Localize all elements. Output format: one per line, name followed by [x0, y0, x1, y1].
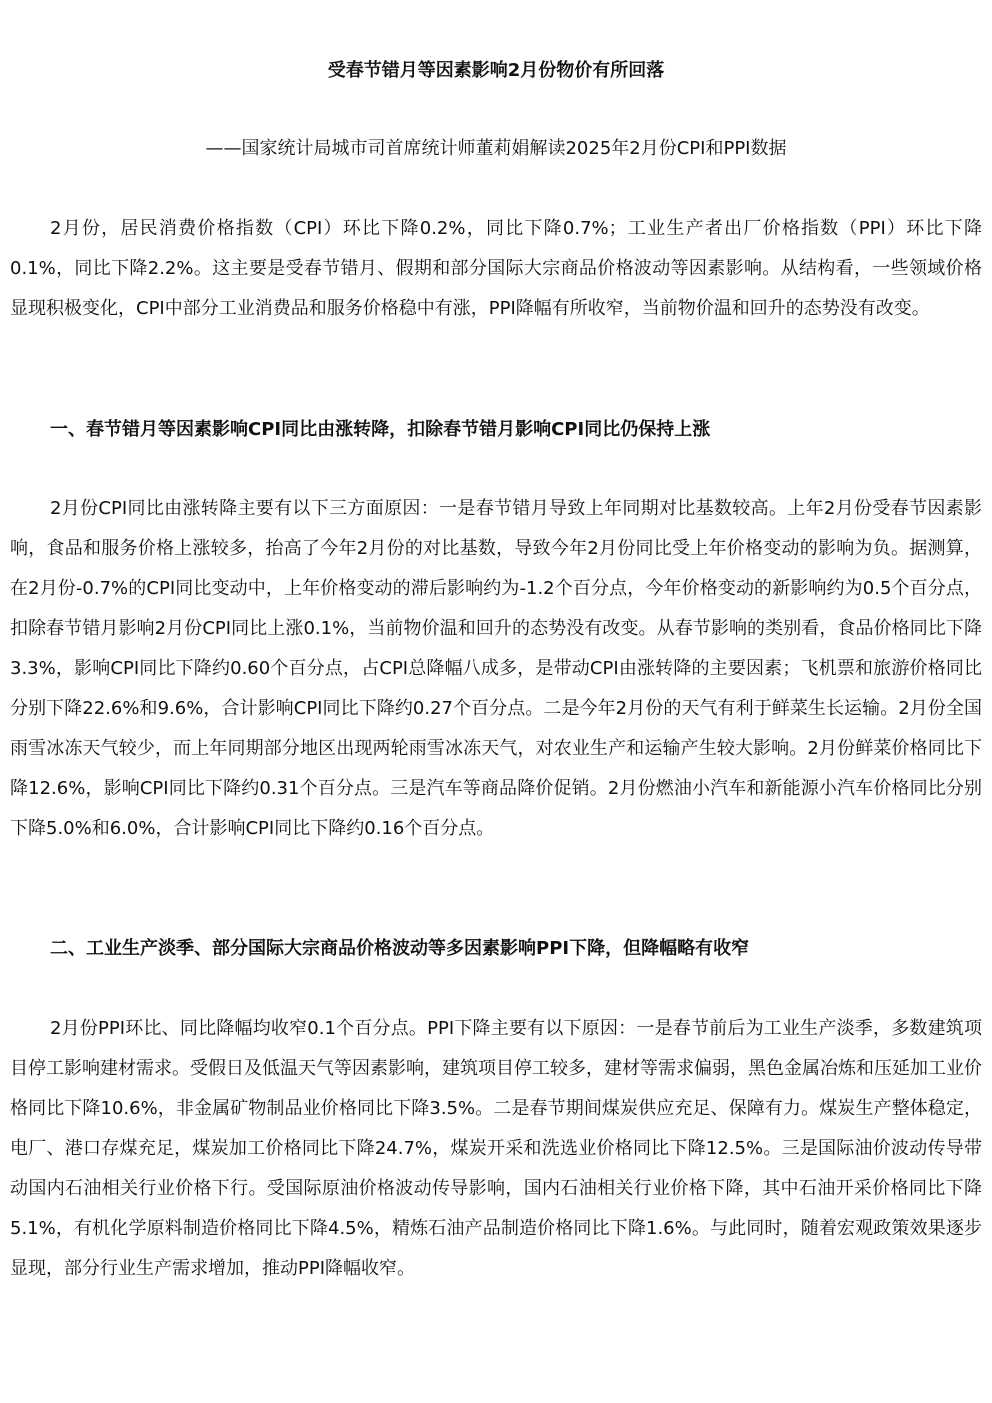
- section-1-heading: 一、春节错月等因素影响CPI同比由涨转降，扣除春节错月影响CPI同比仍保持上涨: [50, 419, 711, 440]
- document-title: 受春节错月等因素影响2月份物价有所回落: [327, 60, 665, 81]
- intro-paragraph: 2月份，居民消费价格指数（CPI）环比下降0.2%，同比下降0.7%；工业生产者出厂价格指数（PPI）环比下降0.1%，同比下降2.2%。这主要是受春节错月、假期和部分国际大宗商品价格波动等因素影响。从结构看，一些领域价格显现积极变化，CPI中部分工业消费品和服务价格稳中有涨，PPI降幅有所收窄，当前物价温和回升的态势没有改变。: [10, 218, 982, 319]
- section-2-paragraph: 2月份PPI环比、同比降幅均收窄0.1个百分点。PPI下降主要有以下原因：一是春节前后为工业生产淡季，多数建筑项目停工影响建材需求。受假日及低温天气等因素影响，建筑项目停工较多，建材等需求偏弱，黑色金属冶炼和压延加工业价格同比下降10.6%，非金属矿物制品业价格同比下降3.5%。二是春节期间煤炭供应充足、保障有力。煤炭生产整体稳定，电厂、港口存煤充足，煤炭加工价格同比下降24.7%，煤炭开采和洗选业价格同比下降12.5%。三是国际油价波动传导带动国内石油相关行业价格下行。受国际原油价格波动传导影响，国内石油相关行业价格下降，其中石油开采价格同比下降5.1%，有机化学原料制造价格同比下降4.5%，精炼石油产品制造价格同比下降1.6%。与此同时，随着宏观政策效果逐步显现，部分行业生产需求增加，推动PPI降幅收窄。: [10, 1018, 982, 1279]
- document-subtitle: ——国家统计局城市司首席统计师董莉娟解读2025年2月份CPI和PPI数据: [205, 138, 787, 159]
- section-1-paragraph: 2月份CPI同比由涨转降主要有以下三方面原因：一是春节错月导致上年同期对比基数较高。上年2月份受春节因素影响，食品和服务价格上涨较多，抬高了今年2月份的对比基数，导致今年2月份同比受上年价格变动的影响为负。据测算，在2月份-0.7%的CPI同比变动中，上年价格变动的滞后影响约为-1.2个百分点，今年价格变动的新影响约为0.5个百分点，扣除春节错月影响2月份CPI同比上涨0.1%，当前物价温和回升的态势没有改变。从春节影响的类别看，食品价格同比下降3.3%，影响CPI同比下降约0.60个百分点，占CPI总降幅八成多，是带动CPI由涨转降的主要因素；飞机票和旅游价格同比分别下降22.6%和9.6%，合计影响CPI同比下降约0.27个百分点。二是今年2月份的天气有利于鲜菜生长运输。2月份全国雨雪冰冻天气较少，而上年同期部分地区出现两轮雨雪冰冻天气，对农业生产和运输产生较大影响。2月份鲜菜价格同比下降12.6%，影响CPI同比下降约0.31个百分点。三是汽车等商品降价促销。2月份燃油小汽车和新能源小汽车价格同比分别下降5.0%和6.0%，合计影响CPI同比下降约0.16个百分点。: [10, 498, 982, 839]
- section-2-heading: 二、工业生产淡季、部分国际大宗商品价格波动等多因素影响PPI下降，但降幅略有收窄: [50, 938, 750, 959]
